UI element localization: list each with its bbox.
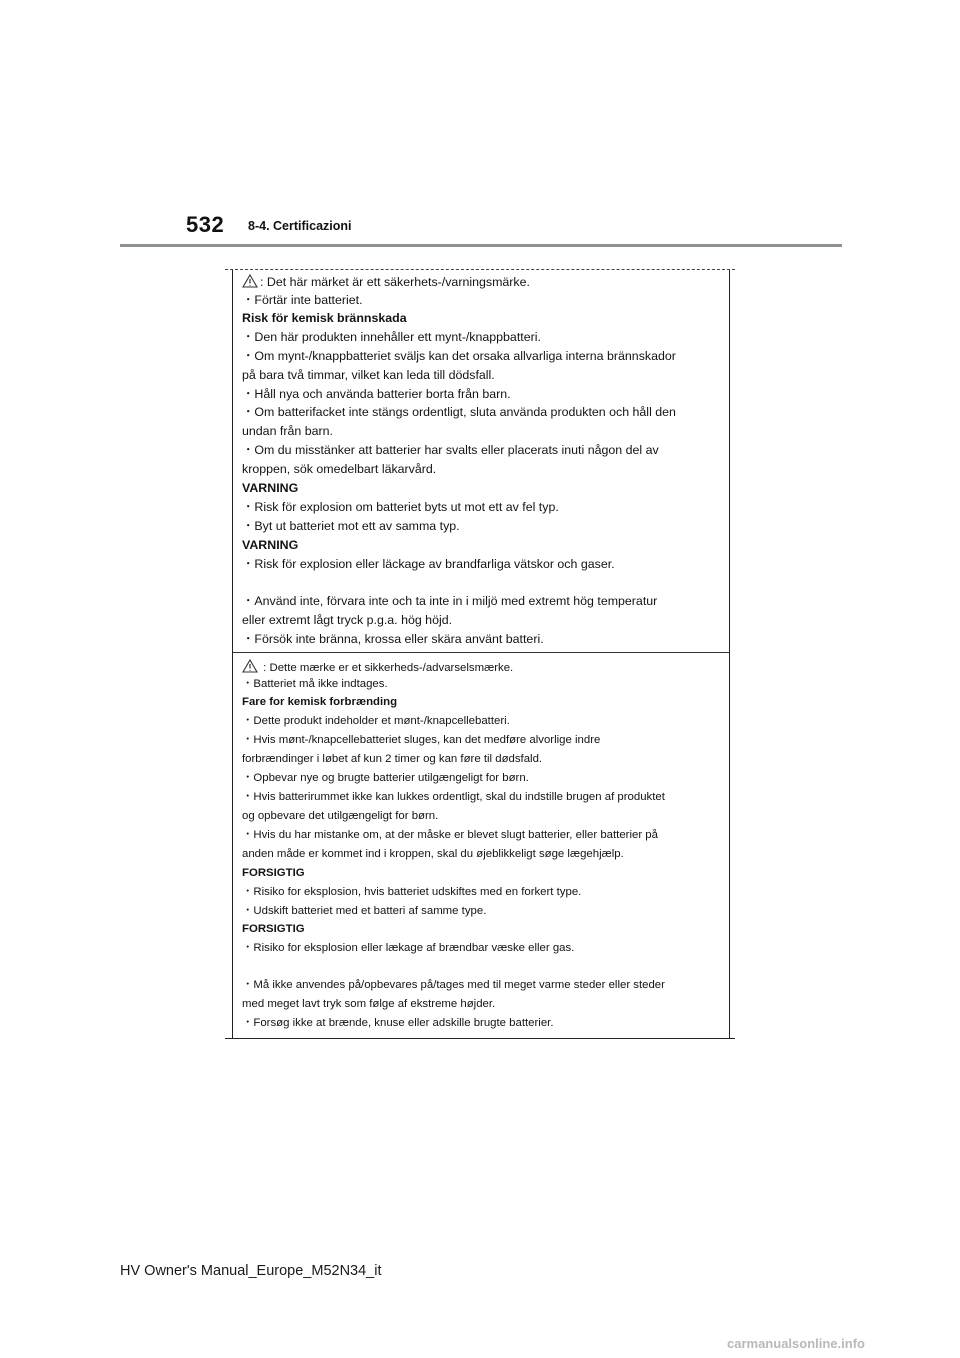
line-text: og opbevare det utilgængeligt for børn.: [242, 810, 439, 822]
warning-text-line: [242, 500, 559, 515]
line-text: ・Den här produkten innehåller ett mynt-/knappbatteri.: [242, 330, 541, 344]
line-text: ・Hvis mønt-/knapcellebatteriet sluges, kan det medføre alvorlige indre: [242, 734, 601, 746]
warning-text-line: [242, 462, 436, 477]
line-text: ・Forsøg ikke at brænde, knuse eller adskille brugte batterier.: [242, 1017, 554, 1029]
warning-text-line: [242, 677, 388, 692]
line-text: ・Risiko for eksplosion, hvis batteriet udskiftes med en forkert type.: [242, 886, 582, 898]
certification-label-scan: [232, 270, 730, 1038]
line-text: ・Opbevar nye og brugte batterier utilgængeligt for børn.: [242, 772, 529, 784]
line-text: kroppen, sök omedelbart läkarvård.: [242, 462, 437, 476]
warning-text-line: [242, 714, 510, 729]
warning-text-line: [242, 368, 495, 383]
line-text: ・Batteriet må ikke indtages.: [242, 678, 388, 690]
warning-text-line: [242, 557, 615, 572]
line-text: ・Använd inte, förvara inte och ta inte in i miljö med extremt hög temperatur: [242, 594, 658, 608]
line-text: VARNING: [242, 481, 299, 495]
warning-text-line: [242, 1016, 554, 1031]
warning-triangle-icon: [242, 659, 258, 673]
line-text: ・Må ikke anvendes på/opbevares på/tages med til meget varme steder eller steder: [242, 979, 665, 991]
warning-text-line: [242, 885, 581, 900]
line-text: med meget lavt tryk som følge af ekstreme højder.: [242, 998, 496, 1010]
line-text: ・Byt ut batteriet mot ett av samma typ.: [242, 519, 460, 533]
warning-heading: [242, 538, 298, 553]
line-text: ・Om mynt-/knappbatteriet sväljs kan det orsaka allvarliga interna brännskador: [242, 349, 676, 363]
warning-text-line: [242, 594, 657, 609]
warning-text-line: [242, 941, 574, 956]
line-text: ・Risk för explosion om batteriet byts ut mot ett av fel typ.: [242, 500, 559, 514]
line-text: ・Om du misstänker att batterier har svalts eller placerats inuti någon del av: [242, 443, 659, 457]
line-text: ・Om batterifacket inte stängs ordentligt, sluta använda produkten och håll den: [242, 405, 676, 419]
manual-footer: HV Owner's Manual_Europe_M52N34_it: [120, 1263, 382, 1279]
line-text: ・Håll nya och använda batterier borta från barn.: [242, 387, 511, 401]
warning-text-line: [242, 387, 511, 402]
page-number: 532: [186, 212, 225, 237]
warning-heading: [242, 695, 397, 710]
warning-text-line: [242, 659, 513, 676]
warning-text-line: [242, 330, 541, 345]
header-divider: [120, 244, 842, 247]
warning-text-line: [242, 519, 460, 534]
warning-text-line: [242, 978, 665, 993]
section-title: 8-4. Certificazioni: [248, 219, 352, 233]
line-text: ・Risiko for eksplosion eller lækage af brændbar væske eller gas.: [242, 942, 575, 954]
line-text: ・Udskift batteriet med et batteri af samme type.: [242, 905, 487, 917]
warning-text-line: [242, 828, 658, 843]
warning-text-line: [242, 847, 624, 862]
line-text: undan från barn.: [242, 424, 333, 438]
line-text: : Dette mærke er et sikkerheds-/advarselsmærke.: [260, 662, 514, 674]
warning-heading: [242, 311, 407, 326]
line-text: ・Dette produkt indeholder et mønt-/knapcellebatteri.: [242, 715, 510, 727]
warning-text-line: [242, 809, 438, 824]
warning-text-line: [242, 904, 486, 919]
line-text: FORSIGTIG: [242, 923, 305, 935]
warning-text-line: [242, 405, 676, 420]
warning-text-line: [242, 349, 676, 364]
warning-text-line: [242, 997, 495, 1012]
warning-text-line: [242, 274, 530, 290]
line-text: eller extremt lågt tryck p.g.a. hög höjd.: [242, 613, 453, 627]
warning-text-line: [242, 790, 665, 805]
line-text: FORSIGTIG: [242, 867, 305, 879]
line-text: ・Hvis batterirummet ikke kan lukkes ordentligt, skal du indstille brugen af produktet: [242, 791, 665, 803]
warning-heading: [242, 922, 305, 937]
line-text: anden måde er kommet ind i kroppen, skal du øjeblikkeligt søge lægehjælp.: [242, 848, 624, 860]
line-text: ・Hvis du har mistanke om, at der måske er blevet slugt batterier, eller batterier på: [242, 829, 658, 841]
line-text: på bara två timmar, vilket kan leda till dödsfall.: [242, 368, 495, 382]
line-text: ・Risk för explosion eller läckage av brandfarliga vätskor och gaser.: [242, 557, 615, 571]
line-text: Fare for kemisk forbrænding: [242, 696, 398, 708]
watermark: carmanualsonline.info: [727, 1336, 865, 1351]
warning-heading: [242, 481, 298, 496]
warning-text-line: [242, 733, 600, 748]
warning-triangle-icon: [242, 274, 258, 288]
warning-text-line: [242, 443, 659, 458]
warning-text-line: [242, 771, 529, 786]
danish-warning-block: [233, 652, 729, 1039]
swedish-warning-block: [233, 270, 729, 650]
line-text: VARNING: [242, 538, 299, 552]
warning-text-line: [242, 293, 363, 308]
line-text: forbrændinger i løbet af kun 2 timer og kan føre til dødsfald.: [242, 753, 543, 765]
warning-text-line: [242, 424, 333, 439]
line-text: : Det här märket är ett säkerhets-/varningsmärke.: [260, 275, 530, 289]
warning-text-line: [242, 752, 542, 767]
warning-heading: [242, 866, 305, 881]
line-text: Risk för kemisk brännskada: [242, 311, 407, 325]
line-text: ・Försök inte bränna, krossa eller skära använt batteri.: [242, 632, 544, 646]
warning-text-line: [242, 613, 452, 628]
line-text: ・Förtär inte batteriet.: [242, 293, 363, 307]
warning-text-line: [242, 632, 544, 647]
